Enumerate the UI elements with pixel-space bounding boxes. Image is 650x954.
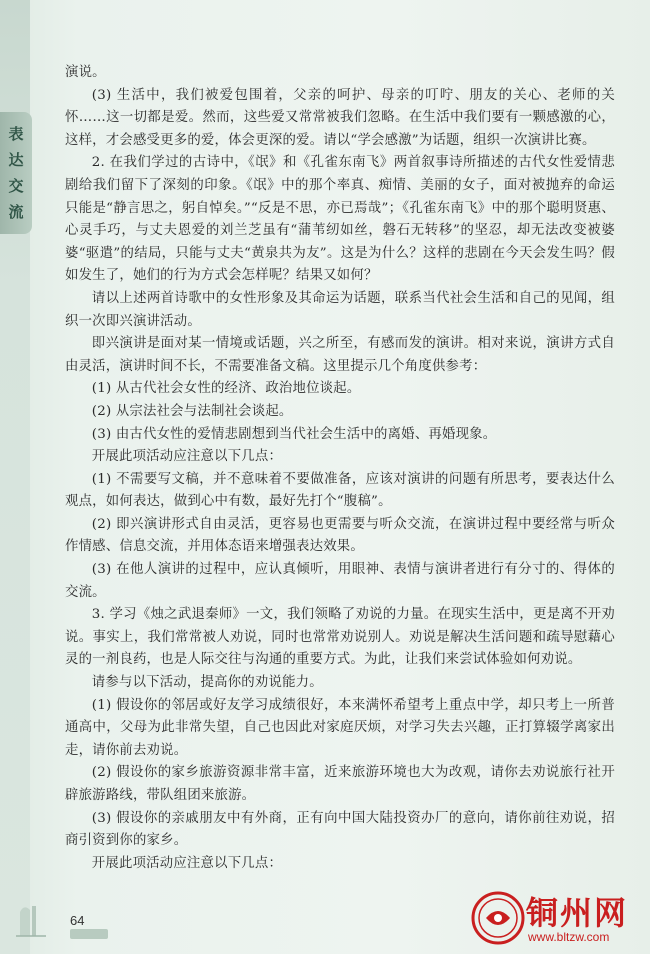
side-tab-char: 交 (8, 177, 24, 195)
paragraph: 3. 学习《烛之武退秦师》一文，我们领略了劝说的力量。在现实生活中，更是离不开劝说。事实上，我们常常被人劝说，同时也常常劝说别人。劝说是解决生活问题和疏导慰藉心灵的一剂良药，也是人际交往与沟通的重要方式。为此，让我们来尝试体验如何劝说。 (65, 607, 615, 668)
watermark (470, 886, 645, 950)
paragraph: 请以上述两首诗歌中的女性形象及其命运为话题，联系当代社会生活和自己的见闻，组织一次即兴演讲活动。 (65, 290, 615, 329)
paragraph: (3) 由古代女性的爱情悲剧想到当代社会生活中的离婚、再婚现象。 (91, 426, 497, 442)
paragraph: 开展此项活动应注意以下几点： (91, 449, 283, 465)
side-tab-char: 表 (8, 125, 24, 143)
watermark-url: www.bltzw.com (528, 930, 610, 944)
seal-icon (470, 890, 526, 946)
paragraph: 即兴演讲是面对某一情境或话题，兴之所至，有感而发的演讲。相对来说，演讲方式自由灵活，演讲时间不长，不需要准备文稿。这里提示几个角度供参考： (65, 336, 615, 374)
paragraph: 请参与以下活动，提高你的劝说能力。 (91, 675, 323, 691)
paragraph: (1) 从古代社会女性的经济、政治地位谈起。 (91, 381, 361, 397)
page-number: 64 (70, 913, 85, 928)
paragraph: (3) 生活中，我们被爱包围着，父亲的呵护、母亲的叮咛、朋友的关心、老师的关怀……这一切都是爱。然而，这些爱又常常被我们忽略。在生活中我们要有一颗感激的心，这样，才会感受更多的爱，体会更深的爱。请以“学会感激”为话题，组织一次演讲比赛。 (65, 87, 615, 148)
paragraph: (2) 从宗法社会与法制社会谈起。 (91, 403, 293, 419)
side-tab-char: 达 (8, 151, 24, 169)
paragraph: (1) 假设你的邻居或好友学习成绩很好，本来满怀希望考上重点中学，却只考上一所普通高中，父母为此非常失望，自己也因此对家庭厌烦，对学习失去兴趣，正打算辍学离家出走，请你前去劝说。 (65, 697, 615, 758)
watermark-title: 铜州网 (526, 894, 629, 932)
footer-decoration-icon (14, 900, 48, 940)
paragraph: 开展此项活动应注意以下几点： (91, 855, 283, 871)
page-number-underbar (70, 929, 108, 939)
section-side-tab (0, 112, 32, 234)
paragraph: (3) 在他人演讲的过程中，应认真倾听，用眼神、表情与演讲者进行有分寸的、得体的交流。 (65, 562, 615, 600)
side-tab-char: 流 (8, 203, 24, 221)
paragraph: 2. 在我们学过的古诗中，《氓》和《孔雀东南飞》两首叙事诗所描述的古代女性爱情悲剧给我们留下了深刻的印象。《氓》中的那个率真、痴情、美丽的女子，面对被抛弃的命运只能是“静言思之，躬自悼矣。”“反是不思，亦已焉哉”；《孔雀东南飞》中的那个聪明贤惠、心灵手巧，与丈夫恩爱的刘兰芝虽有“蒲苇纫如丝，磐石无转移”的坚忍，却无法改变被婆婆“驱遣”的结局，只能与丈夫“黄泉共为友”。这是为什么？这样的悲剧在今天会发生吗？假如发生了，她们的行为方式会怎样呢？结果又如何？ (65, 155, 615, 284)
body-text (65, 62, 615, 875)
paragraph: (3) 假设你的亲戚朋友中有外商，正有向中国大陆投资办厂的意向，请你前往劝说，招商引资到你的家乡。 (65, 810, 615, 849)
paragraph: (2) 即兴演讲形式自由灵活，更容易也更需要与听众交流，在演讲过程中要经常与听众作情感、信息交流，并用体态语来增强表达效果。 (65, 516, 615, 555)
paragraph: (1) 不需要写文稿，并不意味着不要做准备，应该对演讲的问题有所思考，要表达什么观点，如何表达，做到心中有数，最好先打个“腹稿”。 (65, 471, 615, 510)
paragraph: 演说。 (65, 65, 106, 80)
paragraph: (2) 假设你的家乡旅游资源非常丰富，近来旅游环境也大为改观，请你去劝说旅行社开辟旅游路线，带队组团来旅游。 (65, 765, 615, 803)
